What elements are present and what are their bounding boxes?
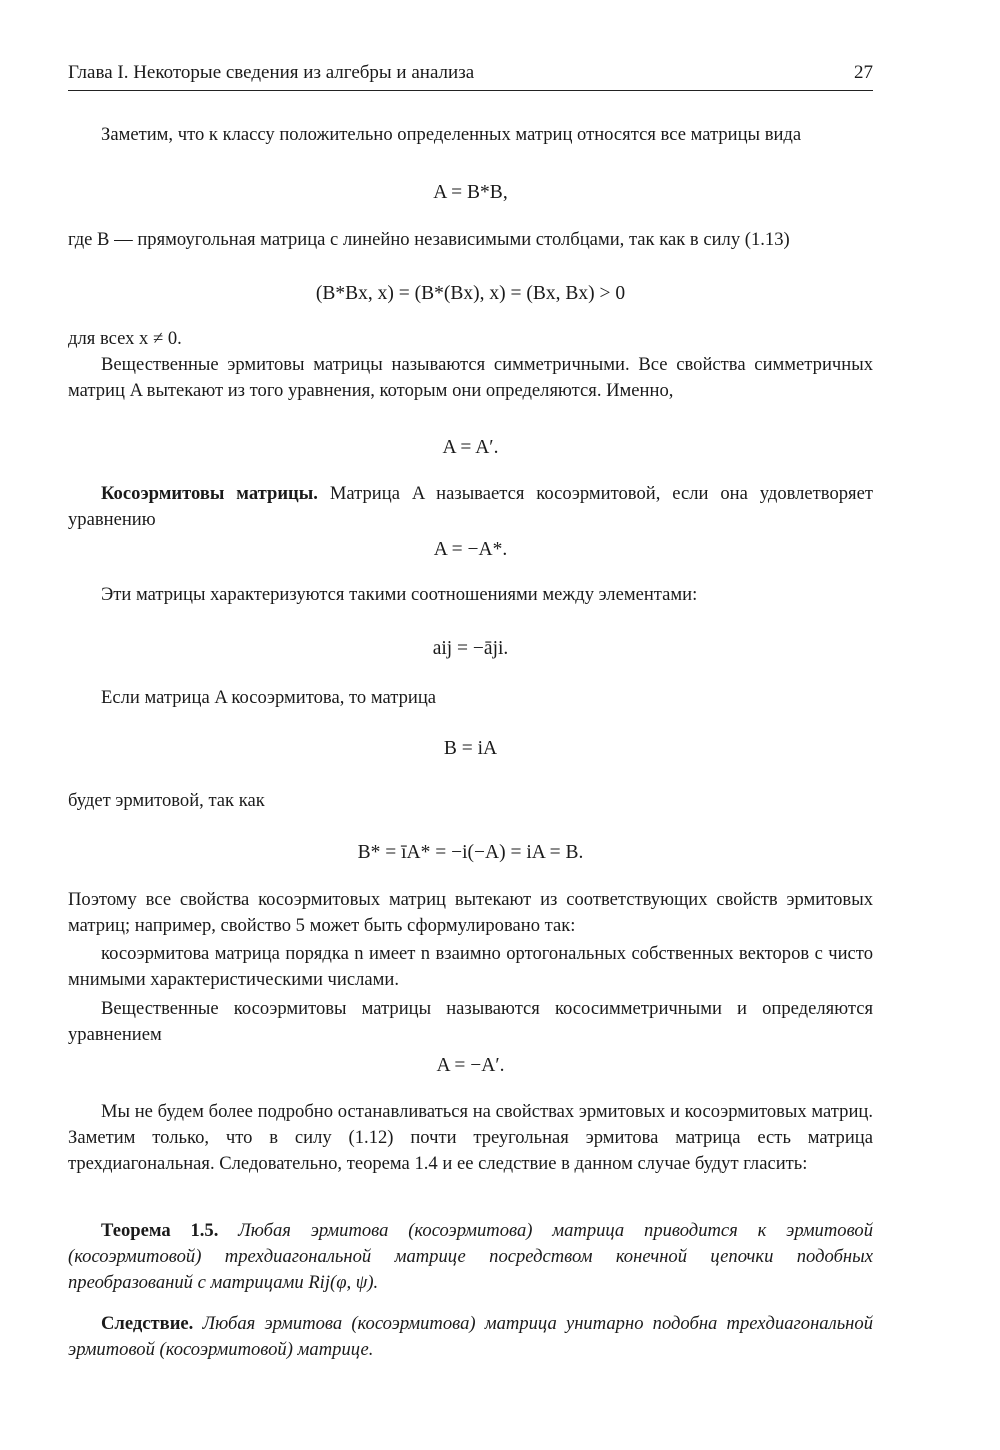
- formula-inner-product: (B*Bx, x) = (B*(Bx), x) = (Bx, Bx) > 0: [315, 283, 626, 304]
- chapter-title: Глава I. Некоторые сведения из алгебры и анализа: [68, 62, 475, 83]
- theorem-1-5: [68, 1218, 873, 1296]
- formula-a-equals-bstar-b: A = B*B,: [433, 182, 508, 203]
- formula-elements: aij = −āji.: [432, 638, 509, 659]
- formula-a-minus-astar: A = −A*.: [433, 539, 508, 560]
- formula-a-minus-a-prime: A = −A′.: [436, 1055, 505, 1076]
- paragraph-rectangular-matrix: где B — прямоугольная матрица с линейно независимыми столбцами, так как в силу (1.13): [68, 229, 790, 250]
- paragraph-positive-definite: Заметим, что к классу положительно определенных матриц относятся все матрицы вида: [101, 124, 802, 145]
- running-header: [68, 60, 873, 91]
- paragraph-for-all-x: для всех x ≠ 0.: [68, 328, 182, 349]
- formula-a-equals-a-prime: A = A′.: [442, 437, 499, 458]
- paragraph-skew-hermitian: [68, 481, 873, 533]
- corollary: [68, 1311, 873, 1363]
- paragraph-property-5: косоэрмитова матрица порядка n имеет n взаимно ортогональных собственных векторов с чисто мнимыми характеристическими числами.: [68, 943, 873, 990]
- formula-bstar-derivation: B* = īA* = −i(−A) = iA = B.: [357, 842, 584, 863]
- paragraph-element-relations: Эти матрицы характеризуются такими соотношениями между элементами:: [101, 584, 698, 605]
- paragraph-skew-hermitian-text: Матрица A называется косоэрмитовой, если она удовлетворяет уравнению: [68, 483, 873, 530]
- corollary-label: Следствие.: [101, 1313, 194, 1334]
- paragraph-skew-symmetric: Вещественные косоэрмитовы матрицы называются кососимметричными и определяются уравнением: [68, 998, 873, 1045]
- section-heading-skew-hermitian: Косоэрмитовы матрицы.: [101, 483, 318, 504]
- corollary-statement: Любая эрмитова (косоэрмитова) матрица унитарно подобна трехдиагональной эрмитовой (косоэрмитовой) матрице.: [68, 1313, 873, 1360]
- paragraph-symmetric: Вещественные эрмитовы матрицы называются симметричными. Все свойства симметричных матриц A вытекают из того уравнения, которым они определяются. Именно,: [68, 354, 873, 401]
- page-number: 27: [854, 62, 873, 83]
- formula-b-equals-ia: B = iA: [443, 738, 498, 759]
- paragraph-hermitian-because: будет эрмитовой, так как: [68, 790, 265, 811]
- paragraph-properties-follow: Поэтому все свойства косоэрмитовых матриц вытекают из соответствующих свойств эрмитовых матриц; например, свойство 5 может быть сформулировано так:: [68, 889, 873, 936]
- paragraph-if-skew-hermitian: Если матрица A косоэрмитова, то матрица: [101, 687, 437, 708]
- theorem-statement: Любая эрмитова (косоэрмитова) матрица приводится к эрмитовой (косоэрмитовой) трехдиагональной матрице посредством конечной цепочки подобных преобразований с матрицами Rij(φ, ψ).: [68, 1220, 873, 1293]
- theorem-label: Теорема 1.5.: [101, 1220, 219, 1241]
- paragraph-tridiagonal: Мы не будем более подробно останавливаться на свойствах эрмитовых и косоэрмитовых матриц. Заметим только, что в силу (1.12) почти треугольная эрмитова матрица есть матрица трехдиагональная. Следовательно, теорема 1.4 и ее следствие в данном случае будут гласить:: [68, 1101, 873, 1174]
